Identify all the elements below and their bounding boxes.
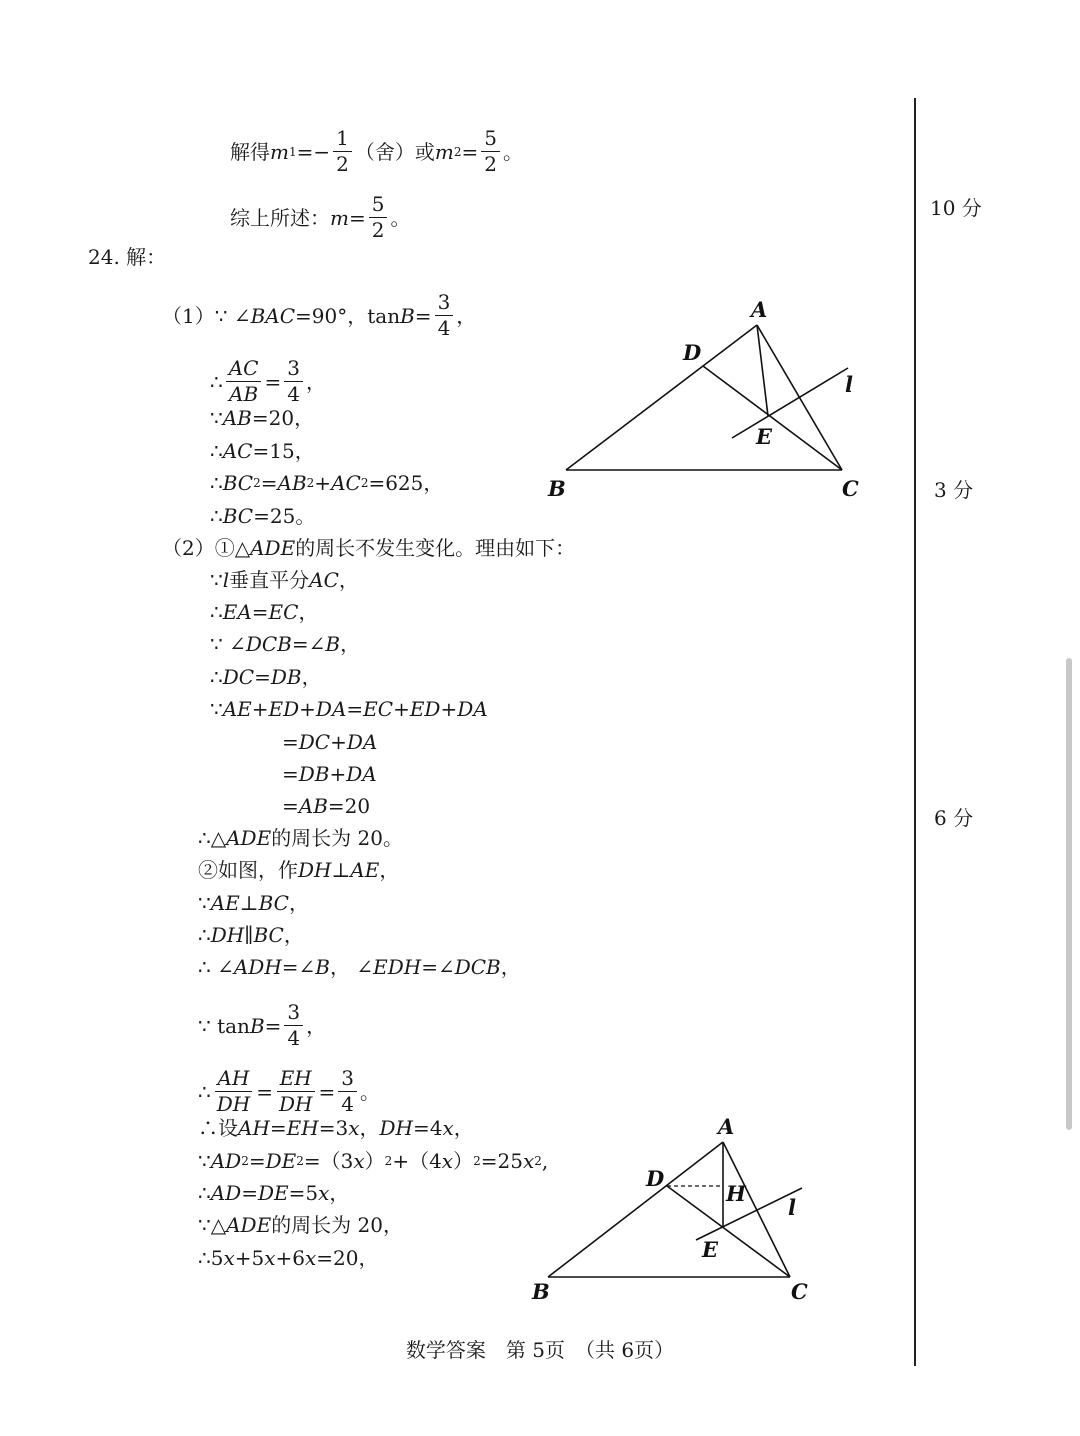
fig2-label-d: D — [646, 1166, 665, 1191]
page-footer: 数学答案 第 5页 （共 6页） — [405, 1338, 675, 1362]
text: 的周长为 20， — [271, 1213, 403, 1237]
var: x — [353, 1149, 365, 1173]
text: ∵ ∠ — [214, 303, 251, 328]
text: =− — [296, 139, 331, 164]
text: （2）①△ — [162, 536, 251, 560]
text: =∠ — [291, 632, 326, 656]
numerator: 5 — [369, 194, 388, 218]
text: =20， — [251, 406, 315, 430]
var: B — [325, 632, 341, 656]
var: AE — [210, 891, 240, 915]
fig1-label-e: E — [756, 424, 773, 449]
text: ， — [500, 955, 521, 979]
text: 。 — [502, 139, 523, 164]
fig2-label-c: C — [791, 1279, 808, 1304]
fig2-label-l: l — [788, 1195, 796, 1220]
var: DE — [257, 1181, 289, 1205]
var: DCB — [245, 632, 292, 656]
var: DE — [265, 1149, 297, 1173]
numerator: 3 — [284, 1002, 303, 1026]
text: ∵ — [210, 697, 223, 721]
part1-line5: ∴ BC 2 = AB 2 + AC 2 =625， — [210, 471, 444, 495]
text: ∵△ — [198, 1213, 227, 1237]
denominator: 2 — [371, 218, 385, 242]
text: ∴ ∠ — [198, 955, 234, 979]
denominator: AB — [229, 382, 259, 406]
text: =20， — [316, 1246, 379, 1270]
text: = — [282, 762, 299, 786]
var: EDH — [373, 955, 422, 979]
text: =∠ — [421, 955, 455, 979]
var: AE — [350, 858, 380, 882]
denominator: DH — [216, 1092, 251, 1116]
text: ∴5 — [198, 1246, 224, 1270]
var: AD — [210, 1149, 242, 1173]
var: B — [400, 303, 415, 328]
fig1-label-b: B — [548, 476, 566, 501]
text: = — [260, 471, 278, 495]
fig1-label-l: l — [845, 372, 853, 397]
text: 垂直平分 — [229, 568, 310, 592]
text: ， — [338, 568, 359, 592]
var: m — [330, 205, 349, 230]
text: ∴ — [210, 600, 223, 624]
text: +（4 — [392, 1149, 442, 1173]
var: EA — [222, 600, 252, 624]
text: = — [241, 1181, 258, 1205]
text: ∥ — [244, 923, 254, 947]
numerator: AH — [215, 1068, 253, 1092]
text: ∵ ∠ — [210, 632, 246, 656]
text: ， — [283, 923, 304, 947]
var: x — [348, 1116, 360, 1140]
text: ， — [340, 632, 361, 656]
text: = — [282, 794, 299, 818]
text: ， — [301, 665, 322, 689]
text: = — [269, 1116, 287, 1140]
text: ∴设 — [198, 1116, 238, 1140]
text: 。 — [359, 1079, 380, 1104]
text: ∴ — [210, 439, 223, 463]
text: =625， — [368, 471, 444, 495]
fig2-side-ba — [548, 1142, 723, 1277]
fig2-label-h: H — [726, 1181, 746, 1206]
text: ） — [364, 1149, 385, 1173]
text: = — [318, 1079, 336, 1104]
var: AB — [222, 406, 252, 430]
score-6: 6 分 — [934, 806, 974, 830]
fig1-label-a: A — [751, 297, 768, 322]
var: AB — [298, 794, 328, 818]
numerator: 5 — [481, 128, 500, 152]
text: = — [414, 303, 432, 328]
denominator: 4 — [341, 1092, 354, 1116]
denominator: DH — [278, 1092, 313, 1116]
var: DH — [379, 1116, 413, 1140]
text: ⊥ — [331, 858, 351, 882]
var: DC — [222, 665, 255, 689]
text: ， — [306, 1013, 327, 1038]
text: ∴ — [210, 471, 223, 495]
var: EH — [286, 1116, 319, 1140]
text: =3 — [318, 1116, 349, 1140]
denominator: 4 — [287, 382, 300, 406]
var: ADE — [226, 1213, 272, 1237]
denominator: 4 — [437, 316, 451, 340]
text: +5 — [234, 1246, 265, 1270]
scrollbar-thumb[interactable] — [1066, 658, 1072, 1130]
text: ， — [456, 303, 477, 328]
var: DB+DA — [298, 762, 377, 786]
var: x — [304, 1246, 317, 1270]
denominator: 2 — [484, 152, 497, 176]
numerator: 3 — [284, 358, 303, 382]
text: ∴ — [198, 1181, 211, 1205]
var: DB — [270, 665, 302, 689]
fig2-label-b: B — [532, 1279, 550, 1304]
var: x — [318, 1181, 330, 1205]
text: 综上所述： — [230, 205, 330, 230]
var: BC — [258, 891, 289, 915]
text: ， — [379, 858, 400, 882]
var: x — [223, 1246, 235, 1270]
var: l — [222, 568, 230, 592]
text: = — [346, 697, 364, 721]
denominator: 2 — [336, 152, 349, 176]
text: ， — [359, 1116, 380, 1140]
fig2-label-e: E — [702, 1237, 719, 1262]
fig2-label-a: A — [718, 1114, 735, 1139]
text: 的周长不发生变化。理由如下： — [295, 536, 576, 560]
var: DC+DA — [298, 730, 378, 754]
text: = — [264, 1013, 282, 1038]
label: （1） — [162, 303, 215, 328]
text: 。 — [390, 205, 411, 230]
text: ， — [305, 369, 326, 394]
var: x — [441, 1149, 454, 1173]
text: ∵ — [198, 891, 211, 915]
var: ADE — [226, 826, 272, 850]
text: ， — [288, 891, 309, 915]
var: m — [434, 139, 454, 164]
part2-b7: ∵ AD 2 = DE 2 =（3 x ） 2 +（4 x ） 2 =25 x 2 , — [198, 1149, 549, 1173]
text: ∵ — [210, 568, 223, 592]
numerator: AC — [226, 358, 262, 382]
solve-m-line: 解得 m 1 =− $\frac{1}{2}$ （舍）或 m 2 = $\frac{5}{2}$ 。 — [230, 126, 523, 176]
text: =4 — [412, 1116, 443, 1140]
text: ∴ — [198, 1079, 211, 1104]
var: BAC — [250, 303, 296, 328]
text: ∵ — [198, 1149, 211, 1173]
numerator: 3 — [338, 1068, 357, 1092]
text: = — [282, 730, 299, 754]
text: = — [461, 139, 479, 164]
score-margin-divider — [914, 98, 916, 1366]
var: AC — [331, 471, 361, 495]
text: =25 — [480, 1149, 523, 1173]
text: ∴ — [198, 923, 211, 947]
text: ②如图，作 — [198, 858, 298, 882]
text: =25。 — [253, 504, 316, 528]
var: BC — [253, 923, 284, 947]
text: =90°，tan — [295, 303, 401, 328]
text: = — [248, 1149, 266, 1173]
var: DH — [298, 858, 332, 882]
fig1-label-d: D — [683, 340, 702, 365]
var: EC+ED+DA — [363, 697, 488, 721]
var: B — [315, 955, 330, 979]
var: EC — [268, 600, 299, 624]
text: = — [264, 369, 282, 394]
var: AH — [238, 1116, 270, 1140]
score-3: 3 分 — [934, 478, 974, 502]
var: AB — [277, 471, 307, 495]
var: B — [249, 1013, 265, 1038]
text: ， ∠ — [329, 955, 374, 979]
fig1-label-c: C — [842, 476, 859, 501]
text: ， — [298, 600, 319, 624]
var: x — [264, 1246, 276, 1270]
text: =15， — [252, 439, 315, 463]
text: （舍）或 — [354, 139, 435, 164]
text: 的周长为 20。 — [271, 826, 403, 850]
text: =20 — [327, 794, 371, 818]
var: ADH — [233, 955, 282, 979]
text: =∠ — [281, 955, 316, 979]
var: DH — [210, 923, 245, 947]
text: ∵ tan — [198, 1013, 250, 1038]
text: ∵ — [210, 406, 223, 430]
text: + — [314, 471, 332, 495]
text: ∴ — [210, 369, 223, 394]
text: ∴△ — [198, 826, 227, 850]
var: AC — [309, 568, 339, 592]
text: ⊥ — [239, 891, 259, 915]
text: ∴ — [210, 504, 223, 528]
var: AC — [222, 439, 253, 463]
text: = — [256, 1079, 273, 1104]
text: ， — [453, 1116, 474, 1140]
var: BC — [222, 504, 254, 528]
var: m — [270, 139, 289, 164]
text: = — [254, 665, 271, 689]
text: =（3 — [303, 1149, 354, 1173]
text: =5 — [288, 1181, 319, 1205]
text: ， — [329, 1181, 350, 1205]
var: x — [522, 1149, 535, 1173]
numerator: 3 — [435, 292, 454, 316]
numerator: EH — [277, 1068, 315, 1092]
var: ADE — [250, 536, 296, 560]
var: x — [442, 1116, 454, 1140]
text: ∴ — [210, 665, 223, 689]
text: = — [348, 205, 366, 230]
text: +6 — [275, 1246, 305, 1270]
numerator: 1 — [333, 128, 352, 152]
denominator: 4 — [287, 1026, 301, 1050]
text: , — [541, 1149, 549, 1173]
var: DCB — [454, 955, 501, 979]
score-10: 10 分 — [930, 196, 982, 220]
var: BC — [222, 471, 254, 495]
var: AE+ED+DA — [222, 697, 347, 721]
text: ） — [453, 1149, 474, 1173]
q24-heading: 24. 解： — [88, 245, 167, 269]
text: = — [251, 600, 269, 624]
text: 解得 — [230, 139, 270, 164]
var: AD — [210, 1181, 242, 1205]
